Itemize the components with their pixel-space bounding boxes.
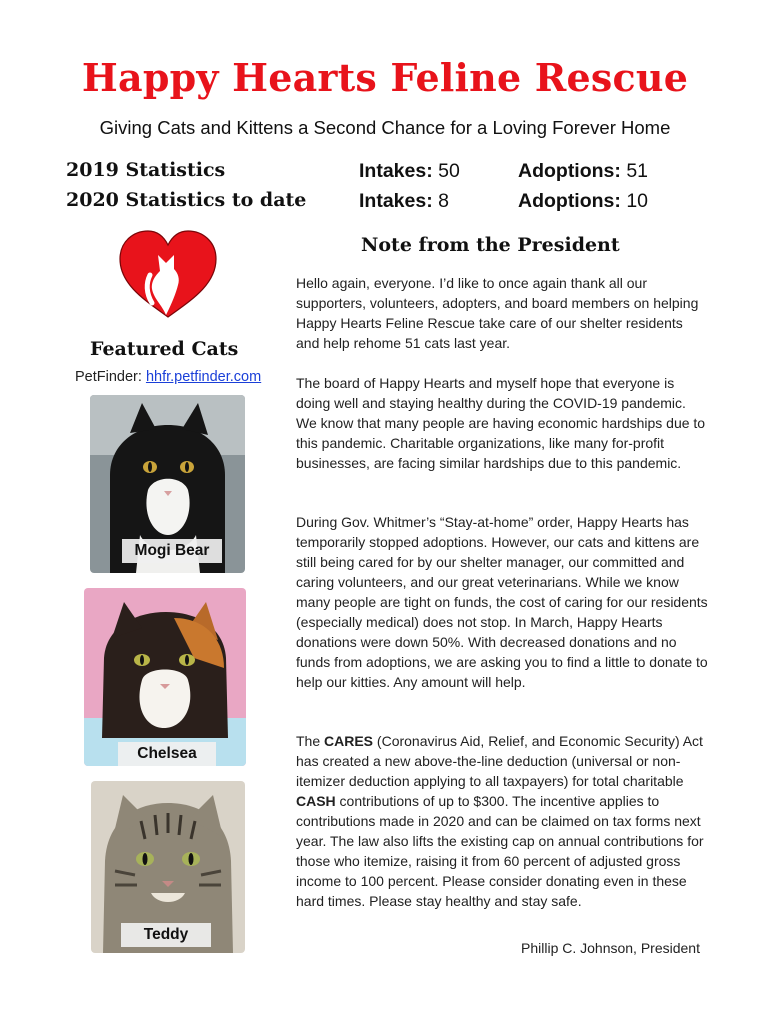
cat-name-label: Mogi Bear <box>122 539 222 563</box>
cat-name-label: Chelsea <box>118 742 216 766</box>
cat-name-label: Teddy <box>121 923 211 947</box>
stats-2020-intakes: Intakes: 8 <box>359 190 449 212</box>
stats-2019-intakes: Intakes: 50 <box>359 160 460 182</box>
petfinder-link[interactable]: hhfr.petfinder.com <box>145 369 262 385</box>
cares-act-emphasis: CARES <box>324 733 374 749</box>
note-paragraph-3: During Gov. Whitmer’s “Stay-at-home” order, Happy Hearts has temporarily stopped adoptions. However, our cats and kittens are still being cared for by our shelter manager, our committed and caring volunteers, and our great veterinarians. While we know many people are tight on funds, the cost of caring for our residents (especially medical) does not stop. In March, Happy Hearts donations were down 50%. With decreased donations and no funds from adoptions, we are asking you to find a little to donate to help our kitties. Any amount will help. <box>296 514 708 690</box>
petfinder-line <box>75 369 261 385</box>
note-paragraph-4: The CARES (Coronavirus Aid, Relief, and Economic Security) Act has created a new above-the-line deduction (universal or non-itemizer deduction applying to all taxpayers) for total charitable CASH contributions of up to $300. The incentive applies to contributions made in 2020 and can be claimed on tax forms next year. The law also lifts the existing cap on annual contributions for those who itemize, raising it from 60 percent of adjusted gross income to 100 percent. Please consider donating even in these hard times. Please stay healthy and stay safe. <box>296 733 704 909</box>
cat-photo-mogi-bear <box>90 395 245 573</box>
cat-photo-teddy <box>91 781 245 953</box>
note-paragraph-1: Hello again, everyone. I’d like to once again thank all our supporters, volunteers, adopters, and board members on helping Happy Hearts Feline Rescue take care of our shelter residents and help rehome 51 cats last year. <box>296 275 699 351</box>
heart-cat-logo-icon <box>116 229 220 321</box>
petfinder-label: PetFinder: <box>75 369 142 385</box>
stats-2020-label: 2020 Statistics to date <box>66 189 307 211</box>
stats-2019-label: 2019 Statistics <box>66 159 226 181</box>
cat-photo-chelsea <box>84 588 246 766</box>
featured-cats-heading: Featured Cats <box>90 338 239 360</box>
stats-2020-adoptions: Adoptions: 10 <box>518 190 649 212</box>
president-signature: Phillip C. Johnson, President <box>521 940 700 956</box>
cash-emphasis: CASH <box>296 793 336 809</box>
note-heading: Note from the President <box>361 234 620 256</box>
page-title: Happy Hearts Feline Rescue <box>81 55 689 100</box>
page-subtitle: Giving Cats and Kittens a Second Chance for a Loving Forever Home <box>99 117 671 138</box>
note-paragraph-2: The board of Happy Hearts and myself hope that everyone is doing well and staying healthy during the COVID-19 pandemic. We know that many people are having economic hardships due to this pandemic. Charitable organizations, like many for-profit businesses, are facing similar hardships due to this pandemic. <box>296 375 706 471</box>
stats-2019-adoptions: Adoptions: 51 <box>518 160 649 182</box>
